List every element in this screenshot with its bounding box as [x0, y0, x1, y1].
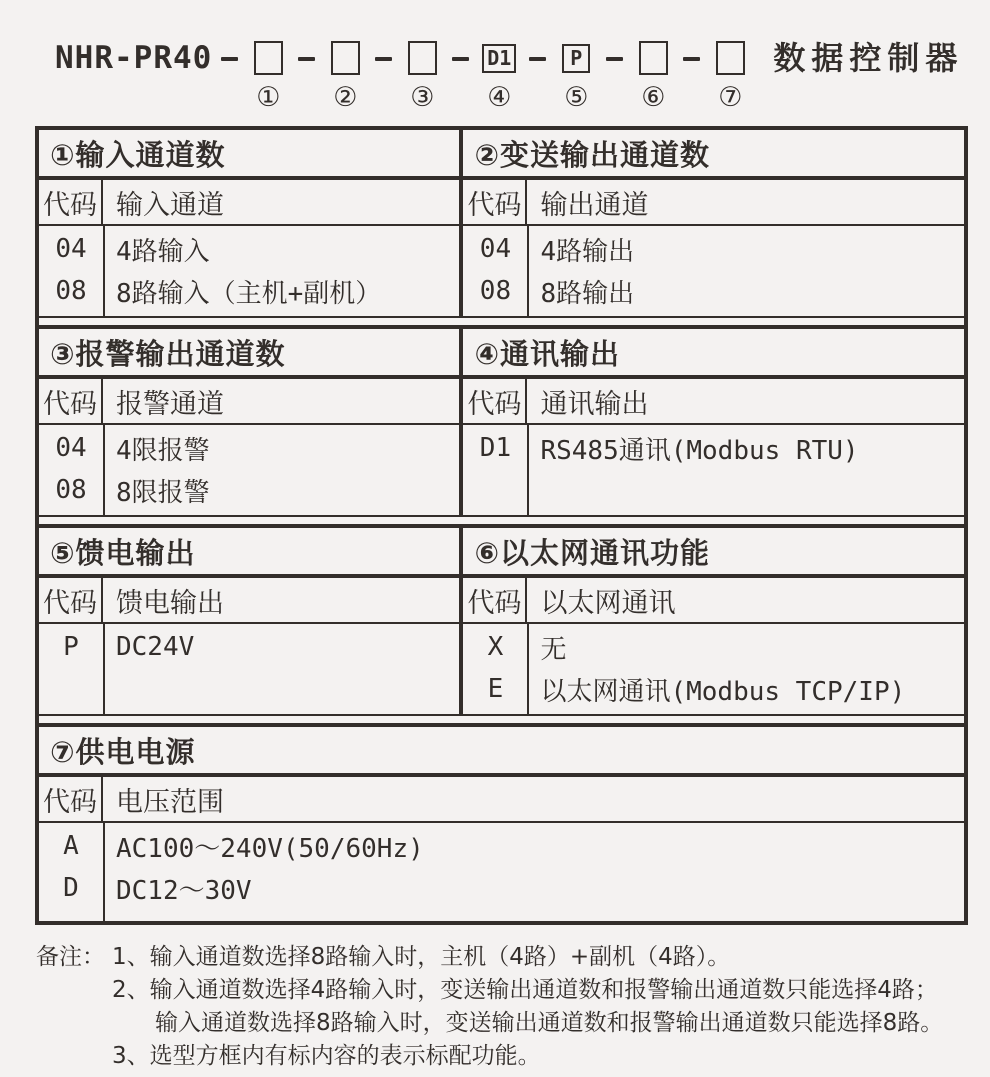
section-data: [463, 226, 964, 316]
section-ethernet-function: [463, 528, 964, 714]
section-data: [39, 624, 459, 714]
section-data: [39, 425, 459, 515]
code-cell: P: [63, 632, 79, 662]
desc-cell: AC100～240V(50/60Hz): [116, 833, 424, 864]
section-header-row: [39, 578, 459, 624]
product-name: 数据控制器: [773, 39, 964, 77]
desc-cell: 无: [540, 634, 567, 665]
code-cell: 08: [479, 276, 512, 306]
code-cell: 04: [479, 234, 512, 264]
table-row: [463, 427, 964, 469]
model-slot-box-7: [716, 41, 745, 75]
code-header-cell: 代码: [39, 777, 103, 821]
model-slot-7: [709, 40, 751, 113]
code-header-cell: 代码: [463, 379, 527, 423]
table-row: [39, 626, 459, 668]
note-line-4: [36, 1040, 970, 1073]
section-header-row: [39, 180, 459, 226]
section-header-row: [463, 578, 964, 624]
section-title: ③报警输出通道数: [39, 329, 459, 379]
section-data: [39, 823, 964, 921]
desc-cell: 8路输出: [540, 278, 635, 309]
desc-cell: RS485通讯(Modbus RTU): [540, 435, 859, 466]
desc-header-cell: 报警通道: [116, 388, 224, 420]
section-transmit-output-channels: [463, 130, 964, 316]
dash-separator-icon: [683, 57, 700, 61]
dash-separator-icon: [375, 57, 392, 61]
desc-cell: DC12～30V: [116, 875, 252, 906]
section-title: ⑦供电电源: [39, 727, 964, 777]
code-header-cell: 代码: [39, 578, 103, 622]
section-header-row: [463, 180, 964, 226]
code-header-cell: 代码: [39, 379, 103, 423]
desc-cell: 以太网通讯(Modbus TCP/IP): [540, 676, 906, 707]
desc-header-cell: 通讯输出: [540, 388, 649, 420]
model-slot-box-5: P: [562, 44, 590, 73]
desc-header-cell: 馈电输出: [116, 587, 224, 619]
model-slot-5: [555, 40, 597, 113]
dash-separator-icon: [221, 57, 238, 61]
dash-separator-icon: [606, 57, 623, 61]
model-slot-box-4: D1: [482, 44, 516, 73]
note-line-1: [36, 941, 970, 974]
section-alarm-output-channels: [39, 329, 463, 515]
desc-cell: 4路输出: [540, 236, 635, 267]
model-prefix: NHR-PR40: [55, 40, 213, 76]
slot-number-7: ⑦: [718, 82, 743, 113]
note-text: 2、输入通道数选择4路输入时，变送输出通道数和报警输出通道数只能选择4路；: [112, 977, 938, 1003]
selection-table: [35, 126, 968, 925]
section-data: [463, 425, 964, 515]
slot-number-3: ③: [410, 82, 435, 113]
note-text: 1、输入通道数选择8路输入时，主机（4路）+副机（4路）。: [112, 944, 731, 970]
section-header-row: [39, 777, 964, 823]
table-row: [39, 427, 459, 469]
code-header-cell: 代码: [463, 578, 527, 622]
desc-cell: 4路输入: [116, 236, 210, 267]
note-text: 3、选型方框内有标内容的表示标配功能。: [112, 1043, 541, 1069]
dash-separator-icon: [452, 57, 469, 61]
code-cell: A: [63, 831, 79, 861]
desc-header-cell: 输入通道: [116, 189, 224, 221]
model-slot-box-1: [254, 41, 283, 75]
section-title: ②变送输出通道数: [463, 130, 964, 180]
code-cell: D: [63, 873, 79, 903]
table-row: [39, 270, 459, 312]
section-input-channels: [39, 130, 463, 316]
desc-cell: 8路输入（主机+副机）: [116, 278, 382, 309]
table-row: [463, 668, 964, 710]
section-title: ⑥以太网通讯功能: [463, 528, 964, 578]
section-communication-output: [463, 329, 964, 515]
slot-number-4: ④: [487, 82, 512, 113]
section-title: ①输入通道数: [39, 130, 459, 180]
desc-cell: 4限报警: [116, 435, 210, 466]
desc-header-cell: 以太网通讯: [540, 587, 676, 619]
code-cell: 04: [55, 234, 87, 264]
table-row: [463, 626, 964, 668]
section-header-row: [39, 379, 459, 425]
table-row: [39, 825, 964, 867]
section-data: [39, 226, 459, 316]
section-title: ⑤馈电输出: [39, 528, 459, 578]
desc-header-cell: 电压范围: [116, 786, 224, 818]
code-cell: 08: [55, 475, 87, 505]
code-cell: X: [487, 632, 504, 662]
model-slot-1: [247, 40, 289, 113]
section-data: [463, 624, 964, 714]
section-power-supply: [39, 727, 964, 921]
table-band-1: [39, 130, 964, 318]
table-band-3: [39, 524, 964, 716]
model-slot-2: [324, 40, 366, 113]
note-line-2: [36, 974, 970, 1007]
section-header-row: [463, 379, 964, 425]
dash-separator-icon: [529, 57, 546, 61]
model-slot-box-3: [408, 41, 437, 75]
model-slot-box-6: [639, 41, 668, 75]
table-band-2: [39, 325, 964, 517]
desc-cell: 8限报警: [116, 477, 210, 508]
table-row: [463, 270, 964, 312]
slot-number-5: ⑤: [564, 82, 589, 113]
table-band-4: [39, 723, 964, 921]
model-slot-4: [478, 40, 520, 113]
notes-block: [36, 941, 970, 1073]
model-code-line: [0, 0, 990, 113]
code-cell: E: [487, 674, 504, 704]
table-row: [463, 228, 964, 270]
note-line-3: [36, 1007, 970, 1040]
code-header-cell: 代码: [39, 180, 103, 224]
code-cell: D1: [479, 433, 512, 463]
code-cell: 08: [55, 276, 87, 306]
slot-number-6: ⑥: [641, 82, 666, 113]
code-cell: 04: [55, 433, 87, 463]
table-row: [39, 228, 459, 270]
model-slot-box-2: [331, 41, 360, 75]
model-slot-6: [632, 40, 674, 113]
notes-label: 备注：: [36, 944, 105, 970]
section-title: ④通讯输出: [463, 329, 964, 379]
note-text: 输入通道数选择8路输入时，变送输出通道数和报警输出通道数只能选择8路。: [155, 1010, 944, 1036]
code-header-cell: 代码: [463, 180, 527, 224]
dash-separator-icon: [298, 57, 315, 61]
slot-number-1: ①: [256, 82, 281, 113]
desc-header-cell: 输出通道: [540, 189, 649, 221]
slot-number-2: ②: [333, 82, 358, 113]
model-slot-3: [401, 40, 443, 113]
table-row: [39, 867, 964, 909]
table-row: [39, 469, 459, 511]
section-feed-power-output: [39, 528, 463, 714]
desc-cell: DC24V: [116, 632, 195, 662]
